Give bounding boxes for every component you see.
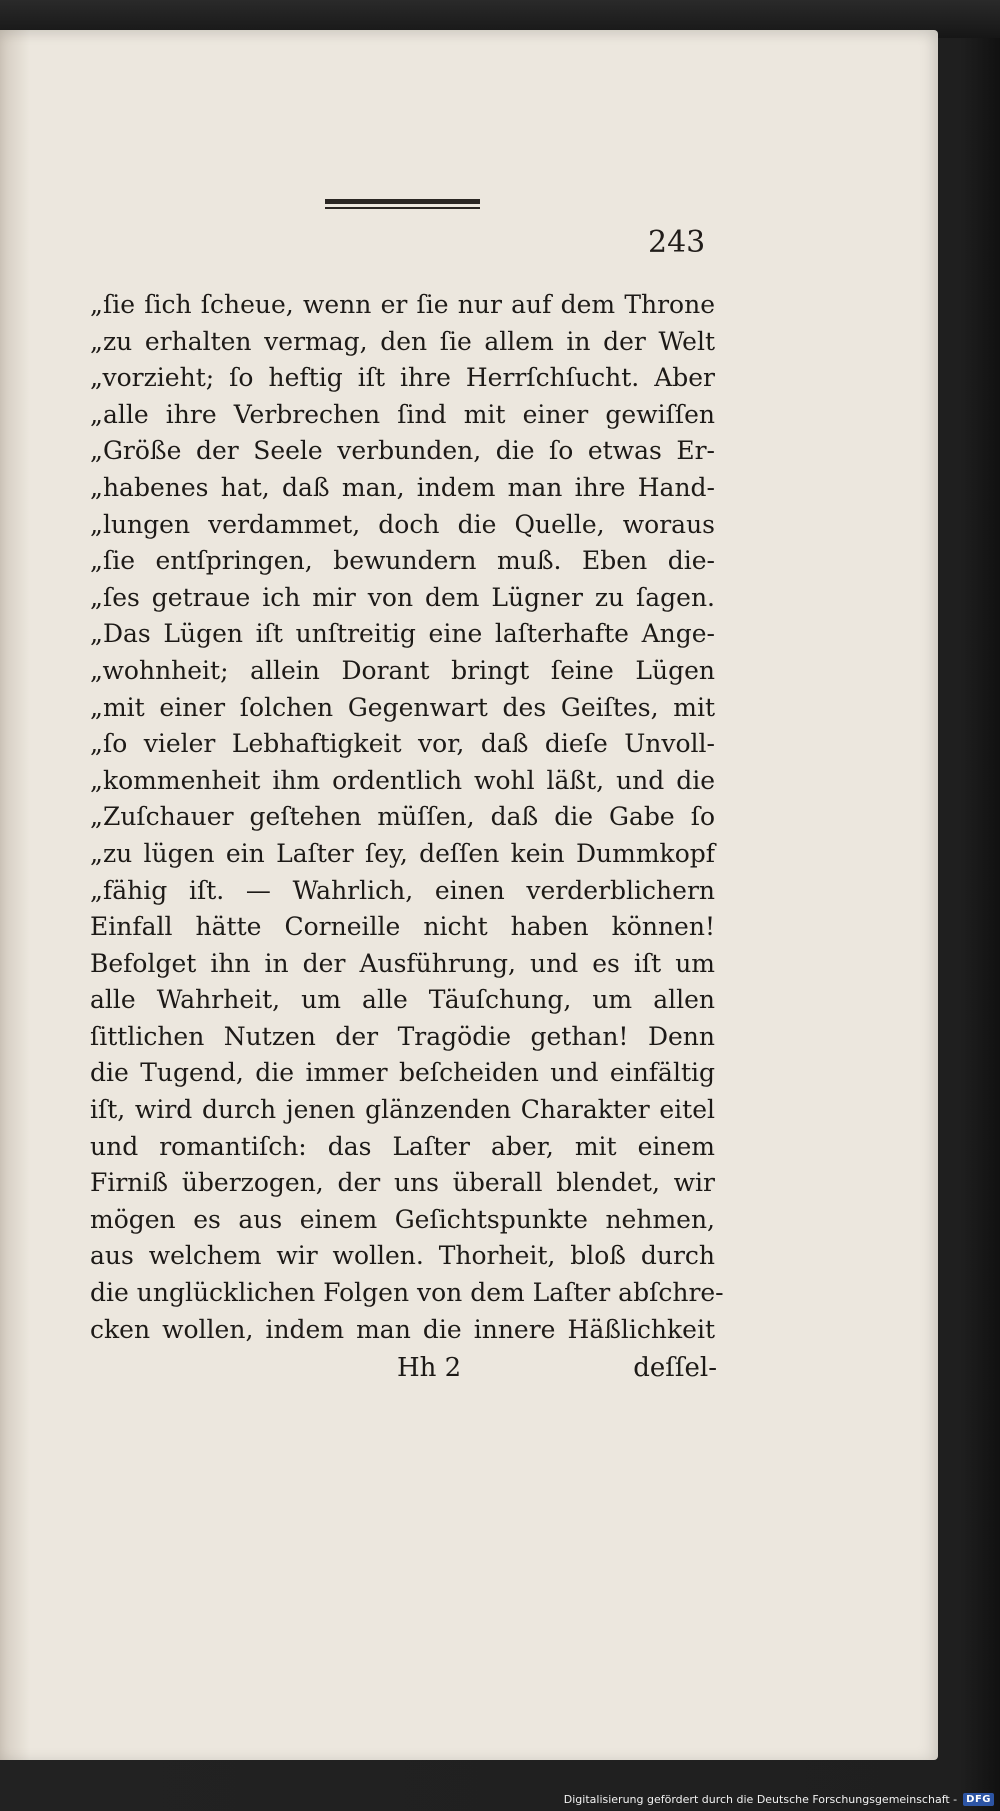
text-line: „Größe der Seele verbunden, die ſo etwas Er‐: [90, 436, 715, 466]
page-footer: [90, 1348, 717, 1388]
body-text: [90, 287, 724, 1348]
text-line: „kommenheit ihm ordentlich wohl läßt, und die: [90, 765, 715, 795]
text-line: „alle ihre Verbrechen ſind mit einer gewiſſen: [90, 399, 715, 429]
text-line: „ſie ſich ſcheue, wenn er ſie nur auf dem Throne: [90, 290, 715, 319]
digitization-credit: [564, 1790, 994, 1808]
text-line: „mit einer ſolchen Gegenwart des Geiſtes, mit: [90, 692, 715, 722]
text-line: „zu lügen ein Laſter ſey, deſſen kein Dummkopf: [90, 838, 715, 868]
text-line: Befolget ihn in der Ausführung, und es iſt um: [90, 948, 715, 978]
text-line: „vorzieht; ſo heftig iſt ihre Herrſchſucht. Aber: [90, 363, 715, 393]
text-line: „ſo vieler Lebhaftigkeit vor, daß dieſe Unvoll‐: [90, 729, 715, 759]
text-line: „habenes hat, daß man, indem man ihre Hand‐: [90, 472, 715, 502]
header-rule-thin: [325, 207, 480, 209]
catchword: deſſel‐: [633, 1353, 717, 1383]
signature-mark: Hh 2: [397, 1353, 462, 1383]
text-line: „wohnheit; allein Dorant bringt ſeine Lügen: [90, 655, 715, 685]
text-line: mögen es aus einem Geſichtspunkte nehmen,: [90, 1204, 715, 1234]
dfg-logo: DFG: [963, 1793, 994, 1806]
text-line: und romantiſch: das Laſter aber, mit einem: [90, 1131, 715, 1161]
text-line: iſt, wird durch jenen glänzenden Charakter eitel: [90, 1095, 715, 1125]
text-line: ſittlichen Nutzen der Tragödie gethan! Denn: [90, 1021, 715, 1051]
text-line: „fähig iſt. — Wahrlich, einen verderblichern: [90, 875, 715, 905]
text-line: „Das Lügen iſt unſtreitig eine laſterhafte Ange‐: [90, 619, 715, 649]
text-line: „ſes getraue ich mir von dem Lügner zu ſagen.: [90, 582, 715, 612]
page-number: 243: [648, 225, 706, 260]
book-page: [0, 30, 938, 1760]
text-line: cken wollen, indem man die innere Häßlichkeit: [90, 1314, 715, 1344]
text-line: alle Wahrheit, um alle Täuſchung, um allen: [90, 985, 715, 1015]
text-line: aus welchem wir wollen. Thorheit, bloß durch: [90, 1241, 715, 1271]
text-line: Einfall hätte Corneille nicht haben können!: [90, 912, 715, 942]
text-line: die Tugend, die immer beſcheiden und einfältig: [90, 1058, 715, 1088]
text-line: Firniß überzogen, der uns überall blendet, wir: [90, 1168, 715, 1198]
text-line: „ſie entſpringen, bewundern muß. Eben die‐: [90, 546, 715, 576]
text-line: „Zuſchauer geſtehen müſſen, daß die Gabe ſo: [90, 802, 715, 832]
header-rule: [325, 199, 480, 211]
header-rule-thick: [325, 199, 480, 204]
credit-text: Digitalisierung gefördert durch die Deutsche Forschungsgemeinschaft -: [563, 1792, 958, 1806]
text-line: „lungen verdammet, doch die Quelle, woraus: [90, 509, 715, 539]
text-line: die unglücklichen Folgen von dem Laſter abſchre‐: [90, 1278, 724, 1308]
text-line: „zu erhalten vermag, den ſie allem in der Welt: [90, 326, 715, 356]
